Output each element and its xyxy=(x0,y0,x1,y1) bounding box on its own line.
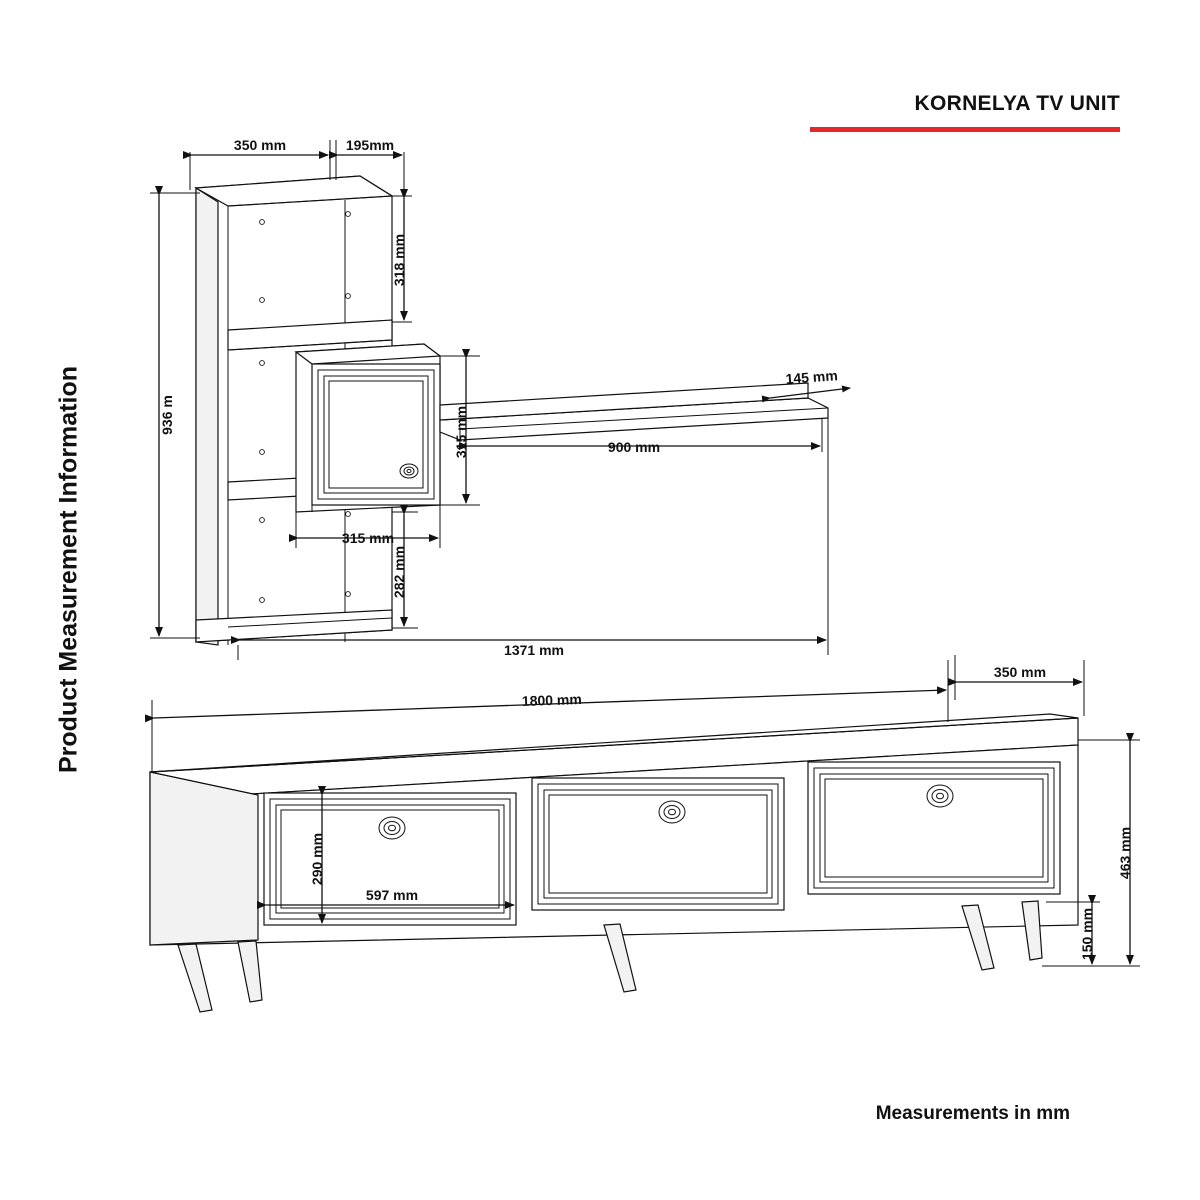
tv-unit-drawing xyxy=(150,655,1140,1012)
dim-290mm-drawer-height: 290 mm xyxy=(309,832,325,886)
dim-1800mm-width: 1800 mm xyxy=(521,690,583,710)
dim-1371mm-overall-width: 1371 mm xyxy=(504,642,564,658)
dim-350mm-tv-depth: 350 mm xyxy=(993,664,1047,680)
dim-936mm-total-height: 936 m xyxy=(159,395,175,435)
dim-318mm-shelf-height: 318 mm xyxy=(391,233,407,287)
dim-150mm-leg-height: 150 mm xyxy=(1079,907,1095,961)
dim-315mm-cabinet-width: 315 mm xyxy=(341,530,395,546)
dim-282mm-lower-shelf: 282 mm xyxy=(391,545,407,599)
dim-597mm-drawer-width: 597 mm xyxy=(365,887,419,903)
wall-unit-drawing xyxy=(150,137,850,660)
dim-145mm-shelf-depth: 145 mm xyxy=(785,367,839,387)
page-title: KORNELYA TV UNIT xyxy=(914,92,1120,115)
dim-350mm-top-width: 350 mm xyxy=(233,137,287,153)
side-label: Product Measurement Information xyxy=(54,366,83,773)
dim-195mm-depth: 195mm xyxy=(345,137,395,153)
measurement-units-note: Measurements in mm xyxy=(875,1103,1070,1124)
dim-463mm-total-height: 463 mm xyxy=(1117,826,1133,880)
dim-900mm-floating-shelf: 900 mm xyxy=(607,439,661,455)
dim-315mm-cabinet-height: 315 mm xyxy=(453,405,469,459)
